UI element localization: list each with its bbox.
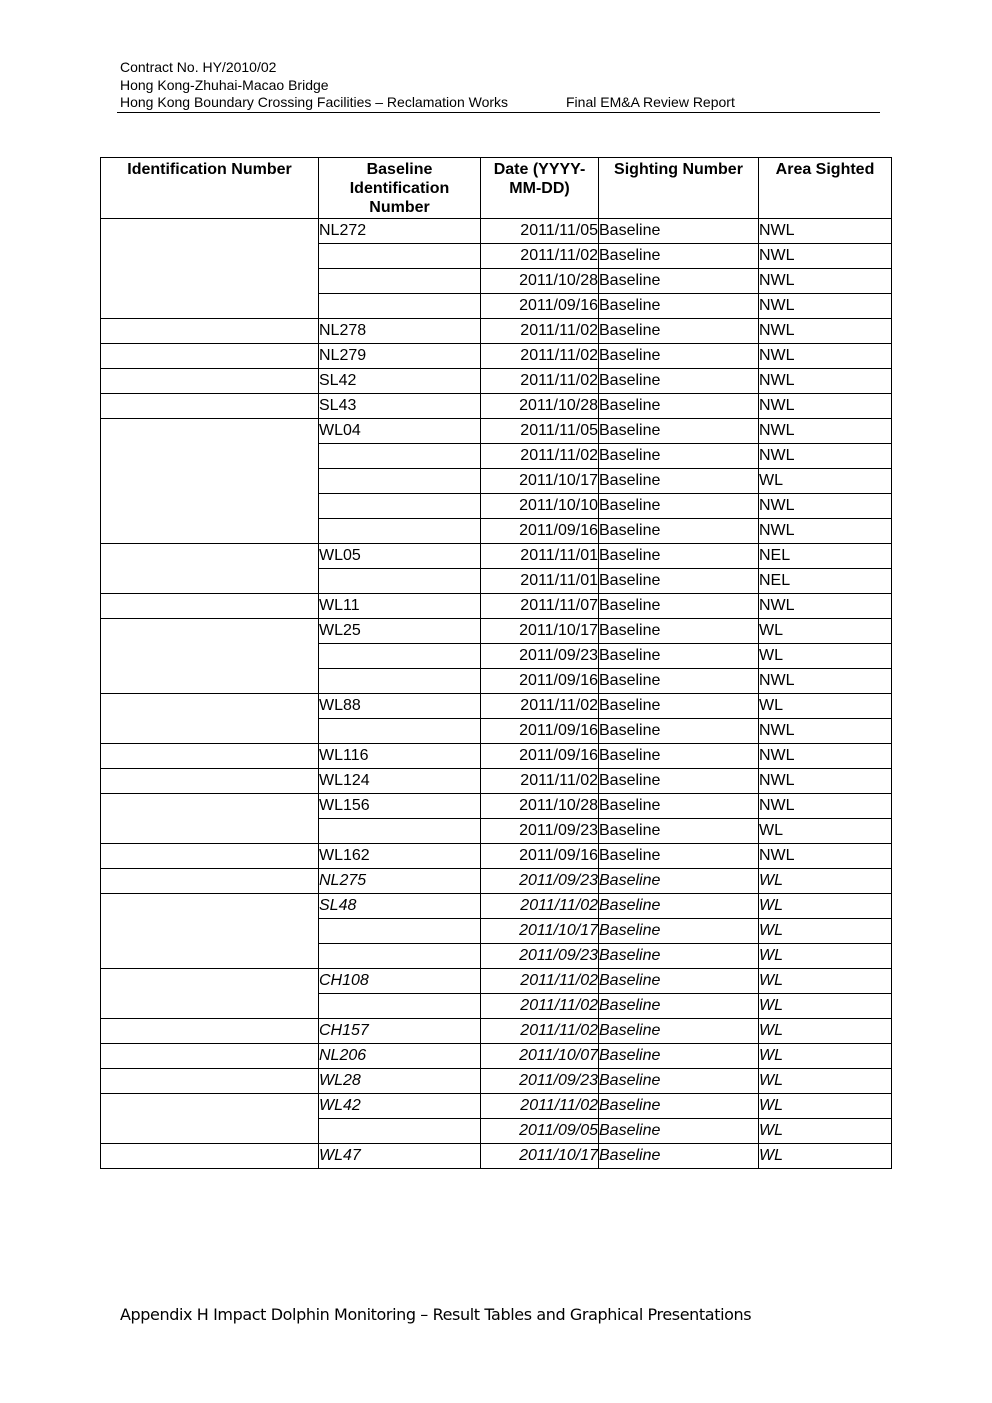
date-cell: 2011/10/17 xyxy=(481,919,599,944)
area-sighted-cell: NWL xyxy=(759,344,892,369)
table-row xyxy=(101,969,892,994)
table-row xyxy=(101,769,892,794)
date-cell: 2011/10/28 xyxy=(481,794,599,819)
baseline-id-cell: NL272 xyxy=(319,219,481,244)
table-row xyxy=(101,1119,892,1144)
baseline-id-cell: SL48 xyxy=(319,894,481,919)
area-sighted-cell: NWL xyxy=(759,769,892,794)
table-row xyxy=(101,919,892,944)
baseline-id-cell xyxy=(319,444,481,469)
date-cell: 2011/11/02 xyxy=(481,344,599,369)
table-body xyxy=(101,219,892,1169)
sighting-number-cell: Baseline xyxy=(599,819,759,844)
area-sighted-cell: WL xyxy=(759,994,892,1019)
identification-cell xyxy=(101,744,319,769)
area-sighted-cell: WL xyxy=(759,919,892,944)
date-cell: 2011/09/05 xyxy=(481,1119,599,1144)
sighting-number-cell: Baseline xyxy=(599,369,759,394)
col-baseline-identification-number: Baseline Identification Number xyxy=(319,158,481,219)
baseline-id-cell: WL11 xyxy=(319,594,481,619)
identification-cell xyxy=(101,644,319,669)
date-cell: 2011/10/17 xyxy=(481,469,599,494)
sighting-number-cell: Baseline xyxy=(599,244,759,269)
sighting-number-cell: Baseline xyxy=(599,919,759,944)
identification-cell xyxy=(101,494,319,519)
date-cell: 2011/11/02 xyxy=(481,319,599,344)
table-row xyxy=(101,719,892,744)
area-sighted-cell: NWL xyxy=(759,394,892,419)
area-sighted-cell: NWL xyxy=(759,744,892,769)
date-cell: 2011/11/02 xyxy=(481,969,599,994)
col-sighting-number: Sighting Number xyxy=(599,158,759,219)
sighting-number-cell: Baseline xyxy=(599,644,759,669)
area-sighted-cell: NWL xyxy=(759,794,892,819)
baseline-id-cell xyxy=(319,519,481,544)
table-row xyxy=(101,294,892,319)
table-row xyxy=(101,569,892,594)
identification-cell xyxy=(101,769,319,794)
date-cell: 2011/09/16 xyxy=(481,669,599,694)
area-sighted-cell: NWL xyxy=(759,594,892,619)
sighting-number-cell: Baseline xyxy=(599,394,759,419)
identification-cell xyxy=(101,1069,319,1094)
page-header xyxy=(120,59,735,112)
table-row xyxy=(101,344,892,369)
identification-cell xyxy=(101,269,319,294)
identification-cell xyxy=(101,719,319,744)
baseline-id-cell: WL25 xyxy=(319,619,481,644)
date-cell: 2011/11/02 xyxy=(481,769,599,794)
area-sighted-cell: WL xyxy=(759,1044,892,1069)
identification-cell xyxy=(101,844,319,869)
date-cell: 2011/09/23 xyxy=(481,869,599,894)
baseline-id-cell xyxy=(319,819,481,844)
area-sighted-cell: NEL xyxy=(759,544,892,569)
area-sighted-cell: WL xyxy=(759,469,892,494)
area-sighted-cell: WL xyxy=(759,944,892,969)
col-area-sighted: Area Sighted xyxy=(759,158,892,219)
area-sighted-cell: NEL xyxy=(759,569,892,594)
identification-cell xyxy=(101,1094,319,1119)
baseline-id-cell: WL116 xyxy=(319,744,481,769)
date-cell: 2011/10/28 xyxy=(481,269,599,294)
identification-cell xyxy=(101,794,319,819)
identification-cell xyxy=(101,669,319,694)
area-sighted-cell: WL xyxy=(759,1019,892,1044)
date-cell: 2011/09/16 xyxy=(481,744,599,769)
date-cell: 2011/09/23 xyxy=(481,1069,599,1094)
area-sighted-cell: NWL xyxy=(759,669,892,694)
identification-cell xyxy=(101,369,319,394)
header-divider xyxy=(117,112,880,113)
area-sighted-cell: WL xyxy=(759,694,892,719)
baseline-id-cell xyxy=(319,944,481,969)
identification-cell xyxy=(101,319,319,344)
baseline-id-cell xyxy=(319,994,481,1019)
baseline-id-cell: NL278 xyxy=(319,319,481,344)
col-identification-number: Identification Number xyxy=(101,158,319,219)
identification-cell xyxy=(101,894,319,919)
baseline-id-cell xyxy=(319,569,481,594)
sighting-number-cell: Baseline xyxy=(599,319,759,344)
table-row xyxy=(101,694,892,719)
date-cell: 2011/10/28 xyxy=(481,394,599,419)
date-cell: 2011/11/01 xyxy=(481,569,599,594)
identification-cell xyxy=(101,519,319,544)
identification-cell xyxy=(101,1119,319,1144)
date-cell: 2011/11/02 xyxy=(481,1094,599,1119)
identification-cell xyxy=(101,294,319,319)
table-row xyxy=(101,819,892,844)
sighting-number-cell: Baseline xyxy=(599,419,759,444)
sighting-number-cell: Baseline xyxy=(599,594,759,619)
area-sighted-cell: NWL xyxy=(759,419,892,444)
table-row xyxy=(101,444,892,469)
date-cell: 2011/11/07 xyxy=(481,594,599,619)
date-cell: 2011/11/05 xyxy=(481,219,599,244)
date-cell: 2011/10/17 xyxy=(481,1144,599,1169)
area-sighted-cell: NWL xyxy=(759,369,892,394)
table-row xyxy=(101,794,892,819)
baseline-id-cell: WL28 xyxy=(319,1069,481,1094)
identification-cell xyxy=(101,344,319,369)
table-row xyxy=(101,1094,892,1119)
sighting-number-cell: Baseline xyxy=(599,1044,759,1069)
sighting-number-cell: Baseline xyxy=(599,669,759,694)
identification-cell xyxy=(101,819,319,844)
baseline-id-cell xyxy=(319,269,481,294)
sighting-number-cell: Baseline xyxy=(599,694,759,719)
area-sighted-cell: WL xyxy=(759,869,892,894)
area-sighted-cell: NWL xyxy=(759,269,892,294)
baseline-id-cell: WL42 xyxy=(319,1094,481,1119)
table-row xyxy=(101,494,892,519)
sighting-number-cell: Baseline xyxy=(599,1069,759,1094)
table-row xyxy=(101,994,892,1019)
table-row xyxy=(101,1144,892,1169)
date-cell: 2011/11/02 xyxy=(481,694,599,719)
baseline-id-cell: NL275 xyxy=(319,869,481,894)
identification-cell xyxy=(101,969,319,994)
area-sighted-cell: NWL xyxy=(759,219,892,244)
baseline-id-cell xyxy=(319,669,481,694)
identification-cell xyxy=(101,1144,319,1169)
area-sighted-cell: NWL xyxy=(759,494,892,519)
sighting-number-cell: Baseline xyxy=(599,894,759,919)
sighting-number-cell: Baseline xyxy=(599,219,759,244)
baseline-id-cell xyxy=(319,919,481,944)
identification-cell xyxy=(101,444,319,469)
identification-cell xyxy=(101,569,319,594)
sighting-number-cell: Baseline xyxy=(599,519,759,544)
table-row xyxy=(101,419,892,444)
date-cell: 2011/09/23 xyxy=(481,819,599,844)
sighting-number-cell: Baseline xyxy=(599,869,759,894)
baseline-id-cell: NL279 xyxy=(319,344,481,369)
date-cell: 2011/11/01 xyxy=(481,544,599,569)
sighting-number-cell: Baseline xyxy=(599,344,759,369)
table-row xyxy=(101,894,892,919)
baseline-id-cell xyxy=(319,644,481,669)
table-header-row xyxy=(101,158,892,219)
sighting-number-cell: Baseline xyxy=(599,544,759,569)
contract-number: Contract No. HY/2010/02 xyxy=(120,59,277,75)
area-sighted-cell: WL xyxy=(759,969,892,994)
date-cell: 2011/09/16 xyxy=(481,519,599,544)
area-sighted-cell: WL xyxy=(759,1094,892,1119)
col-date: Date (YYYY-MM-DD) xyxy=(481,158,599,219)
baseline-id-cell: WL124 xyxy=(319,769,481,794)
identification-cell xyxy=(101,619,319,644)
date-cell: 2011/11/02 xyxy=(481,894,599,919)
baseline-id-cell: WL47 xyxy=(319,1144,481,1169)
table-row xyxy=(101,1044,892,1069)
sighting-number-cell: Baseline xyxy=(599,269,759,294)
date-cell: 2011/10/17 xyxy=(481,619,599,644)
baseline-id-cell: NL206 xyxy=(319,1044,481,1069)
sighting-number-cell: Baseline xyxy=(599,494,759,519)
sighting-number-cell: Baseline xyxy=(599,569,759,594)
date-cell: 2011/11/02 xyxy=(481,369,599,394)
table-row xyxy=(101,544,892,569)
table-row xyxy=(101,469,892,494)
area-sighted-cell: NWL xyxy=(759,519,892,544)
area-sighted-cell: WL xyxy=(759,894,892,919)
baseline-id-cell: WL162 xyxy=(319,844,481,869)
baseline-id-cell xyxy=(319,244,481,269)
area-sighted-cell: WL xyxy=(759,1069,892,1094)
area-sighted-cell: NWL xyxy=(759,844,892,869)
table-row xyxy=(101,219,892,244)
identification-cell xyxy=(101,694,319,719)
area-sighted-cell: NWL xyxy=(759,294,892,319)
table-row xyxy=(101,619,892,644)
sighting-number-cell: Baseline xyxy=(599,444,759,469)
sighting-number-cell: Baseline xyxy=(599,944,759,969)
sighting-number-cell: Baseline xyxy=(599,844,759,869)
baseline-id-cell xyxy=(319,469,481,494)
sighting-number-cell: Baseline xyxy=(599,994,759,1019)
area-sighted-cell: NWL xyxy=(759,444,892,469)
area-sighted-cell: WL xyxy=(759,1144,892,1169)
date-cell: 2011/11/05 xyxy=(481,419,599,444)
identification-cell xyxy=(101,1019,319,1044)
date-cell: 2011/10/07 xyxy=(481,1044,599,1069)
sightings-table xyxy=(100,157,892,1169)
sighting-number-cell: Baseline xyxy=(599,744,759,769)
sighting-number-cell: Baseline xyxy=(599,1019,759,1044)
sighting-number-cell: Baseline xyxy=(599,769,759,794)
table-row xyxy=(101,644,892,669)
area-sighted-cell: WL xyxy=(759,619,892,644)
date-cell: 2011/11/02 xyxy=(481,994,599,1019)
date-cell: 2011/11/02 xyxy=(481,244,599,269)
baseline-id-cell: CH157 xyxy=(319,1019,481,1044)
sighting-number-cell: Baseline xyxy=(599,719,759,744)
identification-cell xyxy=(101,1044,319,1069)
baseline-id-cell xyxy=(319,1119,481,1144)
sighting-number-cell: Baseline xyxy=(599,969,759,994)
table-row xyxy=(101,519,892,544)
baseline-id-cell: CH108 xyxy=(319,969,481,994)
table-row xyxy=(101,319,892,344)
table-row xyxy=(101,244,892,269)
table-row xyxy=(101,594,892,619)
identification-cell xyxy=(101,944,319,969)
sighting-number-cell: Baseline xyxy=(599,794,759,819)
date-cell: 2011/11/02 xyxy=(481,1019,599,1044)
identification-cell xyxy=(101,394,319,419)
table-row xyxy=(101,394,892,419)
baseline-id-cell: WL04 xyxy=(319,419,481,444)
baseline-id-cell: WL05 xyxy=(319,544,481,569)
baseline-id-cell: SL43 xyxy=(319,394,481,419)
date-cell: 2011/09/16 xyxy=(481,844,599,869)
area-sighted-cell: WL xyxy=(759,1119,892,1144)
identification-cell xyxy=(101,594,319,619)
date-cell: 2011/09/16 xyxy=(481,294,599,319)
date-cell: 2011/09/23 xyxy=(481,644,599,669)
table-row xyxy=(101,944,892,969)
baseline-id-cell xyxy=(319,719,481,744)
area-sighted-cell: NWL xyxy=(759,244,892,269)
baseline-id-cell: WL156 xyxy=(319,794,481,819)
report-title: Final EM&A Review Report xyxy=(566,94,735,110)
table-row xyxy=(101,1069,892,1094)
baseline-id-cell: SL42 xyxy=(319,369,481,394)
table-row xyxy=(101,844,892,869)
table-row xyxy=(101,669,892,694)
baseline-id-cell: WL88 xyxy=(319,694,481,719)
table-row xyxy=(101,369,892,394)
sighting-number-cell: Baseline xyxy=(599,1119,759,1144)
baseline-id-cell xyxy=(319,494,481,519)
sighting-number-cell: Baseline xyxy=(599,469,759,494)
area-sighted-cell: NWL xyxy=(759,319,892,344)
identification-cell xyxy=(101,544,319,569)
identification-cell xyxy=(101,869,319,894)
date-cell: 2011/09/16 xyxy=(481,719,599,744)
table-row xyxy=(101,1019,892,1044)
sighting-number-cell: Baseline xyxy=(599,1144,759,1169)
area-sighted-cell: NWL xyxy=(759,719,892,744)
table-row xyxy=(101,869,892,894)
baseline-id-cell xyxy=(319,294,481,319)
works-name: Hong Kong Boundary Crossing Facilities – Reclamation Works xyxy=(120,94,509,110)
identification-cell xyxy=(101,419,319,444)
identification-cell xyxy=(101,919,319,944)
project-name: Hong Kong-Zhuhai-Macao Bridge xyxy=(120,76,329,93)
area-sighted-cell: WL xyxy=(759,644,892,669)
page-footer: Appendix H Impact Dolphin Monitoring – Result Tables and Graphical Presentations xyxy=(120,1305,752,1324)
date-cell: 2011/10/10 xyxy=(481,494,599,519)
date-cell: 2011/09/23 xyxy=(481,944,599,969)
identification-cell xyxy=(101,469,319,494)
sighting-number-cell: Baseline xyxy=(599,619,759,644)
sighting-number-cell: Baseline xyxy=(599,1094,759,1119)
area-sighted-cell: WL xyxy=(759,819,892,844)
identification-cell xyxy=(101,994,319,1019)
table-row xyxy=(101,269,892,294)
date-cell: 2011/11/02 xyxy=(481,444,599,469)
identification-cell xyxy=(101,244,319,269)
table-row xyxy=(101,744,892,769)
identification-cell xyxy=(101,219,319,244)
sighting-number-cell: Baseline xyxy=(599,294,759,319)
